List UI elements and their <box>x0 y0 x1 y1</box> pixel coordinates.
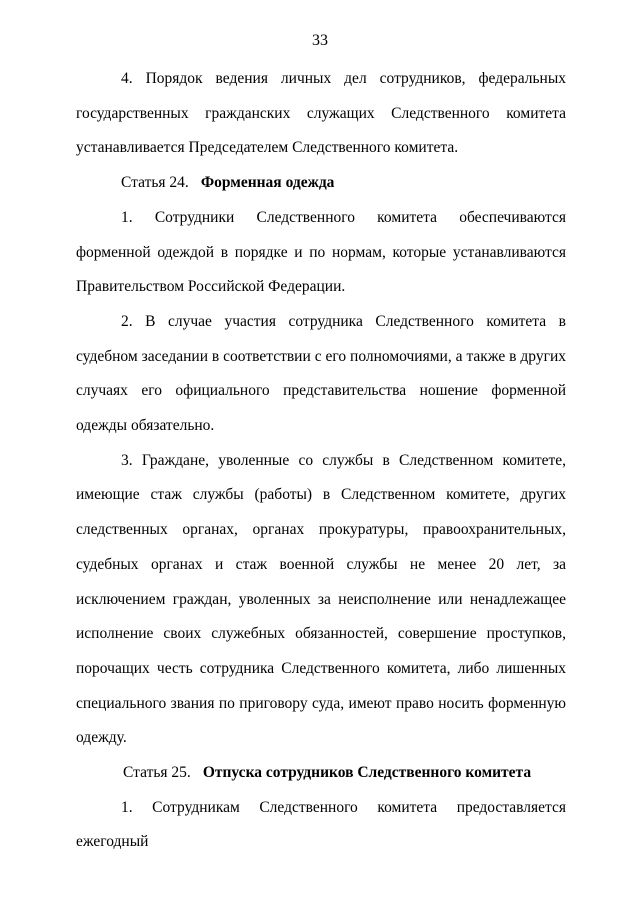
paragraph-uniform-mandatory: 2. В случае участия сотрудника Следственного комитета в судебном заседании в соответствии с его полномочиями, а также в других случаях его официального представительства ношение форменной одежды обязательно. <box>76 312 566 435</box>
article-title: Форменная одежда <box>200 174 335 192</box>
article-number: Статья 25. <box>123 764 191 782</box>
article-24-heading <box>76 166 566 201</box>
document-body <box>76 62 566 860</box>
paragraph-retired-uniform-right: 3. Граждане, уволенные со службы в Следственном комитете, имеющие стаж службы (работы) в Следственном комитете, других следственных органах, органах прокуратуры, правоохранительных, судебных органах и стаж военной службы не менее 20 лет, за исключением граждан, уволенных за неисполнение или ненадлежащее исполнение своих служебных обязанностей, совершение проступков, порочащих честь сотрудника Следственного комитета, либо лишенных специального звания по приговору суда, имеют право носить форменную одежду. <box>76 451 566 747</box>
paragraph-uniform-provision: 1. Сотрудники Следственного комитета обеспечиваются форменной одеждой в порядке и по нормам, которые устанавливаются Правительством Российской Федерации. <box>76 208 566 296</box>
article-25-heading <box>76 756 566 791</box>
article-title: Отпуска сотрудников Следственного комитета <box>202 764 532 782</box>
paragraph-personal-files: 4. Порядок ведения личных дел сотрудников, федеральных государственных гражданских служащих Следственного комитета устанавливается Председателем Следственного комитета. <box>76 70 566 157</box>
page-number: 33 <box>312 32 328 49</box>
paragraph-annual-leave: 1. Сотрудникам Следственного комитета предоставляется ежегодный <box>76 798 566 851</box>
article-number: Статья 24. <box>121 174 189 192</box>
